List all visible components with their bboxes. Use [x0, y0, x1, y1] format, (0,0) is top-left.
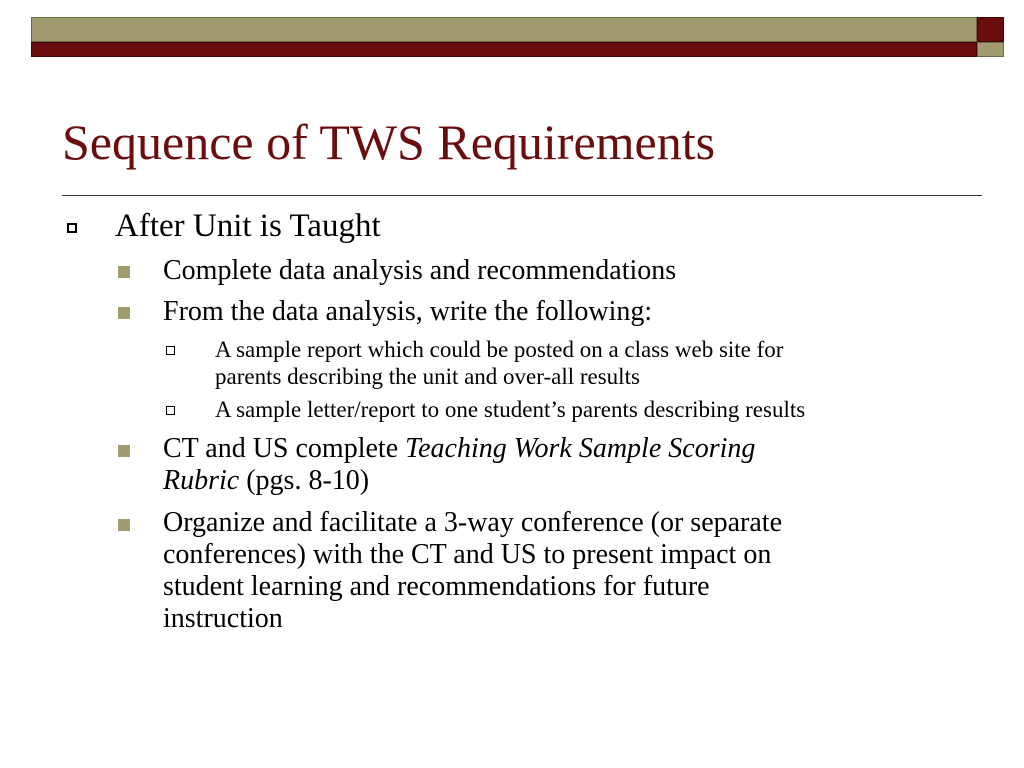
bullet-conference-line1: Organize and facilitate a 3-way conference (or separate [163, 507, 783, 538]
bullet-write-following: From the data analysis, write the following: [163, 296, 653, 327]
rubric-title-part1: Teaching Work Sample Scoring [405, 433, 756, 464]
rubric-title-part2: Rubric [163, 465, 240, 496]
bullet-complete-analysis: Complete data analysis and recommendations [163, 255, 677, 286]
subbullet-sample-report-line2: parents describing the unit and over-all results [215, 364, 640, 389]
bullet-conference-line2: conferences) with the CT and US to present impact on [163, 539, 772, 570]
bullet-ct-us-complete-line1 [163, 433, 755, 465]
olive-square-icon [118, 519, 130, 531]
small-hollow-square-icon [166, 406, 175, 415]
page-reference: (pgs. 8-10) [239, 465, 370, 496]
subbullet-sample-letter: A sample letter/report to one student’s parents describing results [215, 397, 806, 422]
bullet-conference-line3: student learning and recommendations for future [163, 571, 710, 602]
bullet-conference-line4: instruction [163, 603, 283, 634]
small-hollow-square-icon [166, 346, 175, 355]
subbullet-sample-report-line1: A sample report which could be posted on a class web site for [215, 337, 784, 362]
olive-square-icon [118, 307, 130, 319]
hollow-square-icon [67, 223, 77, 233]
olive-square-icon [118, 266, 130, 278]
slide-title: Sequence of TWS Requirements [62, 114, 716, 170]
olive-square-icon [118, 445, 130, 457]
bullet-ct-us-prefix: CT and US complete [163, 433, 406, 464]
bullet-ct-us-complete-line2 [163, 465, 369, 497]
bullet-level1: After Unit is Taught [115, 208, 381, 244]
